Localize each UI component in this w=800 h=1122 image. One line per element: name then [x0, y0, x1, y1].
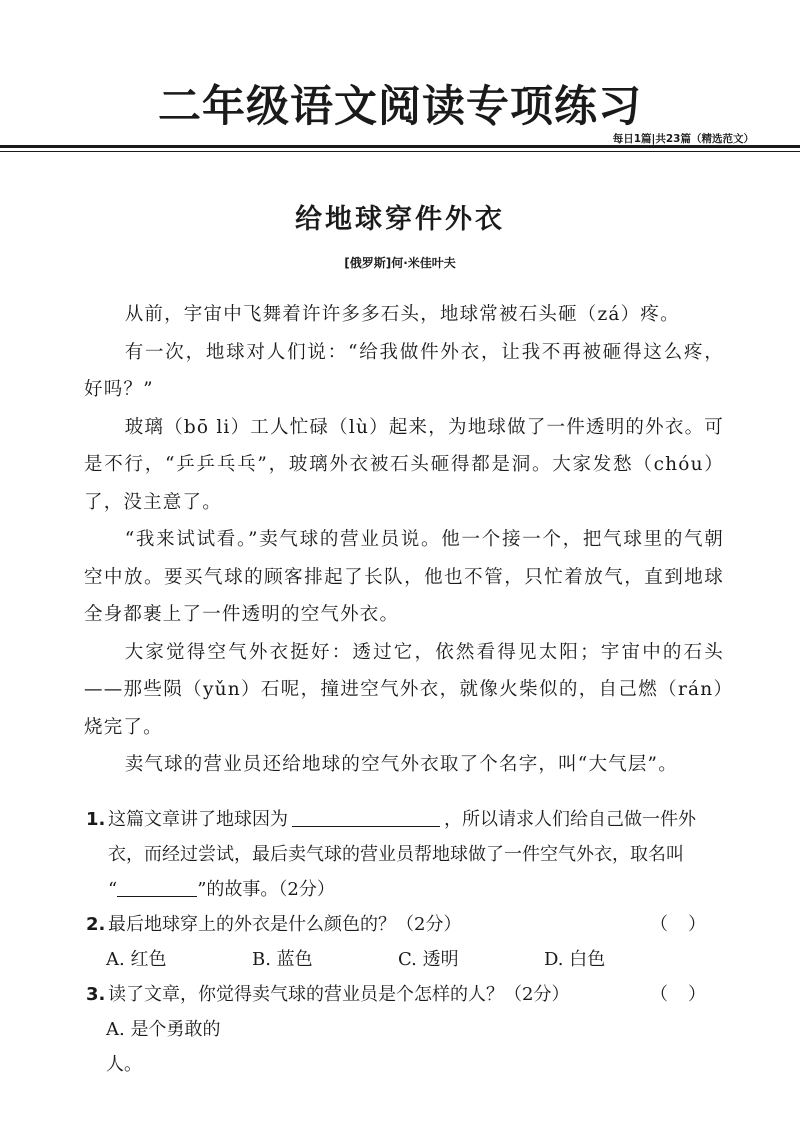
article-paragraph: 玻璃（bō li）工人忙碌（lù）起来，为地球做了一件透明的外衣。可是不行，“乒乒乓乓”，玻璃外衣被石头砸得都是洞。大家发愁（chóu）了，没主意了。 [84, 416, 724, 513]
option-a[interactable]: A. 红色 [106, 949, 167, 970]
article-paragraph: “我来试试看。”卖气球的营业员说。他一个接一个，把气球里的气朝空中放。要买气球的顾客排起了长队，他也不管，只忙着放气，直到地球全身都裹上了一件透明的空气外衣。 [84, 529, 724, 625]
page-title: 二年级语文阅读专项练习 [158, 82, 642, 132]
question-3 [86, 977, 726, 1012]
series-subtitle: 每日1篇|共23篇（精选范文） [612, 133, 754, 145]
header-divider-thick [0, 145, 800, 148]
header-divider-thin [0, 151, 800, 152]
article-paragraph: 从前，宇宙中飞舞着许许多多石头，地球常被石头砸（zá）疼。 [124, 304, 680, 325]
question-2 [86, 907, 726, 942]
question-1 [86, 802, 726, 907]
question-text [108, 802, 726, 907]
article-title: 给地球穿件外衣 [295, 204, 505, 235]
article-paragraph: 卖气球的营业员还给地球的空气外衣取了个名字，叫“大气层”。 [124, 754, 678, 775]
option-c[interactable]: C. 透明 [398, 949, 459, 970]
question-text-part: ”的故事。（2分） [197, 879, 335, 900]
option-a[interactable]: A. 是个勇敢的人。 [106, 1019, 221, 1075]
article-body [84, 296, 724, 784]
question-2-options [106, 942, 726, 977]
article-paragraph: 有一次，地球对人们说：“给我做件外衣，让我不再被砸得这么疼，好吗？” [84, 341, 724, 400]
question-text-part: ，所以请求人们给自己做一件外衣，而经过尝试，最后卖气球的营业员帮地球做了一件空气外衣，取名叫 [108, 809, 696, 865]
article-paragraph: 大家觉得空气外衣挺好：透过它，依然看得见太阳；宇宙中的石头——那些陨（yǔn）石呢，撞进空气外衣，就像火柴似的，自己燃（rán）烧完了。 [84, 641, 724, 738]
option-b[interactable]: B. 蓝色 [252, 949, 313, 970]
quote-mark: “ [108, 879, 118, 900]
question-number: 1. [86, 809, 106, 830]
article-author: [俄罗斯]何·米佳叶夫 [344, 256, 456, 270]
questions-section [86, 802, 726, 1082]
question-text-part: 这篇文章讲了地球因为 [108, 809, 288, 830]
question-3-options [106, 1012, 726, 1082]
question-text: 读了文章，你觉得卖气球的营业员是个怎样的人？（2分） [108, 984, 570, 1005]
answer-blank-reason[interactable] [292, 804, 440, 827]
question-number: 2. [86, 914, 106, 935]
option-d[interactable]: D. 白色 [544, 949, 606, 970]
answer-bracket[interactable]: （） [650, 914, 726, 935]
question-text: 最后地球穿上的外衣是什么颜色的？（2分） [108, 914, 462, 935]
answer-blank-name[interactable] [117, 874, 197, 897]
answer-bracket[interactable]: （） [650, 984, 726, 1005]
question-number: 3. [86, 984, 106, 1005]
